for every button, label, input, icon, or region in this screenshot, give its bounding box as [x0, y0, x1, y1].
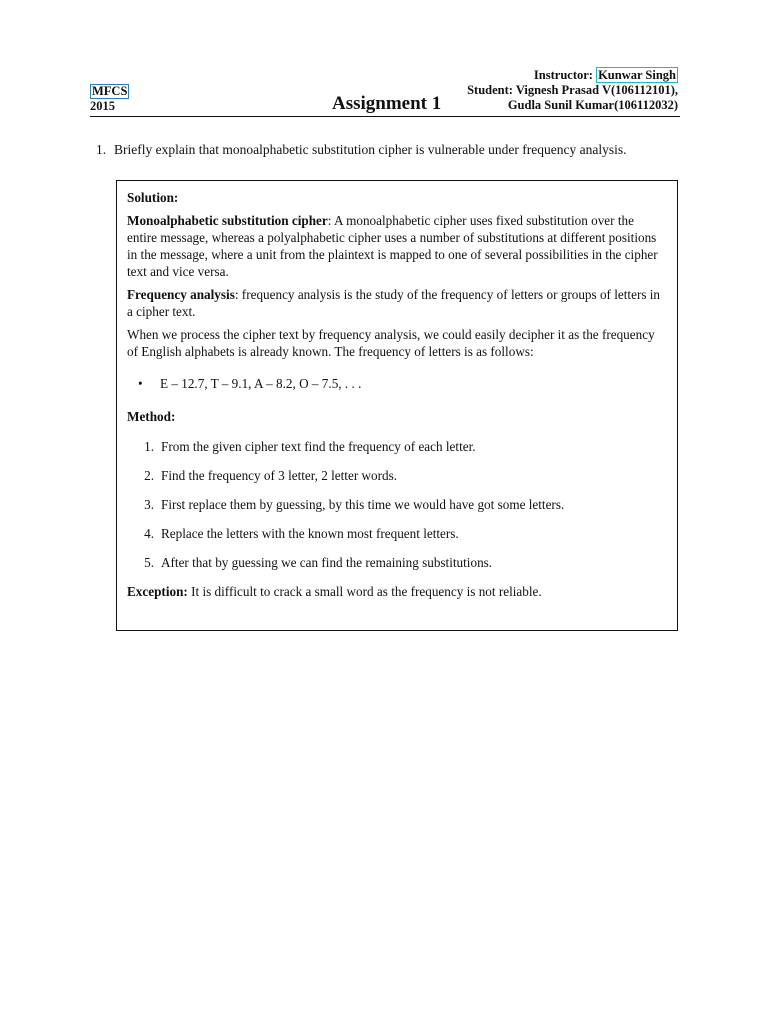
instructor-line [467, 68, 678, 83]
step-text: First replace them by guessing, by this time we would have got some letters. [161, 497, 565, 512]
mono-paragraph [127, 212, 667, 280]
bullet-icon: • [138, 376, 143, 391]
method-heading: Method: [127, 409, 176, 424]
header-left [90, 84, 129, 114]
process-paragraph: When we process the cipher text by frequency analysis, we could easily decipher it as the frequency of English alphabets is already known. The frequency of letters is as follows: [127, 327, 655, 359]
freq-text: : frequency analysis is the study of the frequency of letters or groups of letters in a cipher text. [127, 287, 661, 319]
step-text: After that by guessing we can find the remaining substitutions. [161, 555, 493, 570]
frequency-bullet [138, 375, 667, 392]
mono-term: Monoalphabetic substitution cipher [127, 213, 328, 228]
exception-label: Exception: [127, 584, 188, 599]
header-right [467, 68, 678, 113]
header-rule [90, 116, 680, 117]
exception-paragraph [127, 583, 667, 600]
step-number: 5. [144, 555, 154, 570]
question-number: 1. [96, 142, 107, 157]
method-steps [127, 438, 667, 571]
instructor-name-link[interactable]: Kunwar Singh [598, 68, 676, 82]
instructor-label: Instructor: [533, 68, 593, 82]
question-text: Briefly explain that monoalphabetic substitution cipher is vulnerable under frequency analysis. [114, 142, 627, 157]
page-title: Assignment 1 [332, 93, 442, 114]
student-line: Student: Vignesh Prasad V(106112101), [467, 83, 678, 97]
step-text: Replace the letters with the known most frequent letters. [161, 526, 459, 541]
question [96, 141, 626, 158]
step-number: 1. [144, 439, 154, 454]
step-number: 3. [144, 497, 154, 512]
step-number: 2. [144, 468, 154, 483]
list-item [127, 467, 667, 484]
mono-text: : A monoalphabetic cipher uses fixed substitution over the entire message, whereas a polyalphabetic cipher uses a number of substitutions at different positions in the message, where a unit from the plaintext is mapped to one of several possibilities in the cipher text and vice versa. [127, 213, 658, 279]
step-number: 4. [144, 526, 154, 541]
list-item [127, 525, 667, 542]
course-link[interactable]: MFCS [92, 84, 128, 98]
solution-heading: Solution: [127, 190, 179, 205]
exception-text: It is difficult to crack a small word as the frequency is not reliable. [187, 584, 542, 599]
freq-term: Frequency analysis [127, 287, 235, 302]
list-item [127, 438, 667, 455]
step-text: From the given cipher text find the frequency of each letter. [161, 439, 476, 454]
list-item [127, 496, 667, 513]
bullet-text: E – 12.7, T – 9.1, A – 8.2, O – 7.5, . . . [160, 376, 362, 391]
solution-box [116, 180, 678, 631]
freq-paragraph [127, 286, 667, 320]
step-text: Find the frequency of 3 letter, 2 letter words. [161, 468, 398, 483]
year: 2015 [90, 99, 115, 113]
student-line-2: Gudla Sunil Kumar(106112032) [507, 98, 678, 112]
list-item [127, 554, 667, 571]
